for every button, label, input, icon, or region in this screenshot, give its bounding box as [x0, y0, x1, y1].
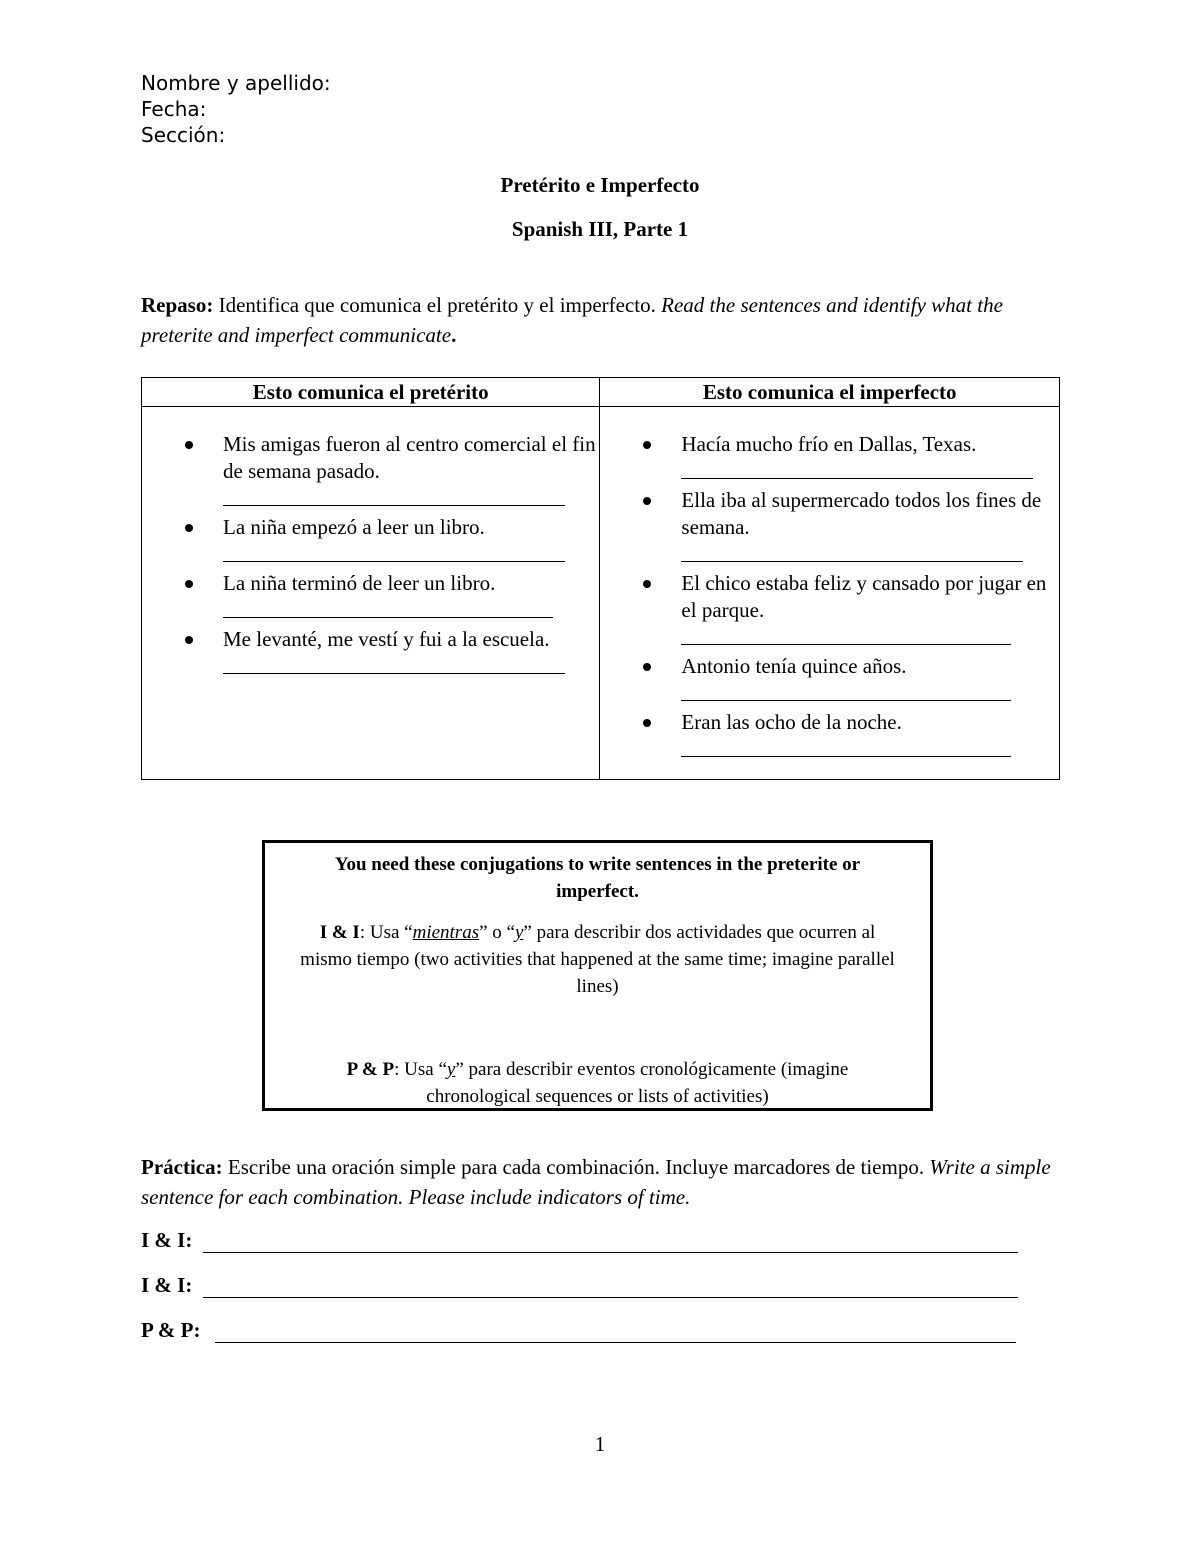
ii-rule-label: I & I	[319, 922, 360, 943]
bullet-icon	[643, 719, 651, 727]
bullet-icon	[643, 580, 651, 588]
bullet-item	[600, 570, 1059, 645]
answer-label: P & P:	[141, 1318, 201, 1342]
pp-rule	[295, 1056, 900, 1110]
answer-blank[interactable]	[223, 617, 553, 618]
pp-rule-text: : Usa “	[394, 1059, 447, 1080]
answer-line[interactable]	[203, 1252, 1018, 1253]
conjugation-tip-box	[262, 840, 933, 1111]
answer-blank[interactable]	[223, 505, 565, 506]
bullet-item	[142, 431, 599, 506]
preterite-column	[142, 407, 600, 780]
pp-rule-text: ” para describir eventos cronológicamente (imagine chronological sequences or lists of activities)	[426, 1059, 849, 1107]
example-sentence: El chico estaba feliz y cansado por jugar en el parque.	[681, 571, 1047, 622]
example-sentence: Ella iba al supermercado todos los fines de semana.	[681, 488, 1042, 539]
worksheet-title: Pretérito e Imperfecto	[500, 173, 700, 197]
example-sentence: Hacía mucho frío en Dallas, Texas.	[681, 432, 977, 456]
pp-rule-label: P & P	[346, 1059, 395, 1080]
answer-blank[interactable]	[681, 644, 1011, 645]
answer-line[interactable]	[203, 1297, 1018, 1298]
answer-line[interactable]	[215, 1342, 1016, 1343]
example-sentence: La niña empezó a leer un libro.	[223, 515, 485, 539]
bullet-item	[600, 431, 1059, 479]
bullet-icon	[185, 524, 193, 532]
answer-blank[interactable]	[681, 478, 1033, 479]
section-label: Sección:	[141, 123, 226, 147]
imperfect-column	[600, 407, 1060, 780]
practica-label: Práctica:	[141, 1155, 223, 1179]
ii-rule-text: ” o “	[479, 922, 515, 943]
repaso-period: .	[451, 323, 457, 347]
name-label: Nombre y apellido:	[141, 71, 331, 95]
ii-rule-text: ” para describir dos actividades que ocurren al mismo tiempo (two activities that happened at the same time; imagine parallel lines)	[300, 922, 895, 997]
repaso-instructions	[141, 290, 1061, 350]
practica-instructions	[141, 1152, 1061, 1212]
example-sentence: La niña terminó de leer un libro.	[223, 571, 496, 595]
y-word: y	[446, 1059, 456, 1080]
example-sentence: Mis amigas fueron al centro comercial el fin de semana pasado.	[223, 432, 596, 483]
bullet-item	[600, 487, 1059, 562]
imperfect-list	[600, 407, 1059, 757]
bullet-item	[600, 653, 1059, 701]
answer-blank[interactable]	[681, 561, 1023, 562]
example-sentence: Antonio tenía quince años.	[681, 654, 907, 678]
practica-text: Escribe una oración simple para cada combinación. Incluye marcadores de tiempo.	[222, 1155, 930, 1179]
bullet-item	[142, 570, 599, 618]
repaso-text-english: Read the sentences and identify what the preterite and imperfect communicate	[141, 293, 1003, 347]
answer-blank[interactable]	[681, 756, 1011, 757]
bullet-item	[142, 626, 599, 674]
imperfect-column-header: Esto comunica el imperfecto	[600, 378, 1060, 407]
bullet-item	[600, 709, 1059, 757]
worksheet-subtitle: Spanish III, Parte 1	[511, 217, 689, 241]
answer-blank[interactable]	[681, 700, 1011, 701]
repaso-label: Repaso:	[141, 293, 214, 317]
student-info-header	[141, 70, 331, 148]
bullet-icon	[643, 441, 651, 449]
bullet-item	[142, 514, 599, 562]
preterite-list	[142, 407, 599, 674]
bullet-icon	[643, 497, 651, 505]
preterite-column-header: Esto comunica el pretérito	[142, 378, 600, 407]
example-sentence: Me levanté, me vestí y fui a la escuela.	[223, 627, 550, 651]
bullet-icon	[185, 636, 193, 644]
ii-rule-text: : Usa “	[359, 922, 413, 943]
repaso-text: Identifica que comunica el pretérito y el imperfecto.	[213, 293, 662, 317]
example-sentence: Eran las ocho de la noche.	[681, 710, 902, 734]
bullet-icon	[185, 580, 193, 588]
bullet-icon	[643, 663, 651, 671]
mientras-word: mientras	[412, 922, 480, 943]
answer-label: I & I:	[141, 1273, 193, 1297]
comparison-table	[141, 377, 1060, 780]
ii-rule	[295, 919, 900, 1000]
y-word: y	[514, 922, 524, 943]
bullet-icon	[185, 441, 193, 449]
answer-label: I & I:	[141, 1228, 193, 1252]
page-number: 1	[594, 1432, 606, 1456]
date-label: Fecha:	[141, 97, 207, 121]
practica-text-english: Write a simple sentence for each combination. Please include indicators of time.	[141, 1155, 1051, 1209]
answer-blank[interactable]	[223, 673, 565, 674]
answer-blank[interactable]	[223, 561, 565, 562]
tip-heading: You need these conjugations to write sentences in the preterite or imperfect.	[334, 854, 861, 902]
